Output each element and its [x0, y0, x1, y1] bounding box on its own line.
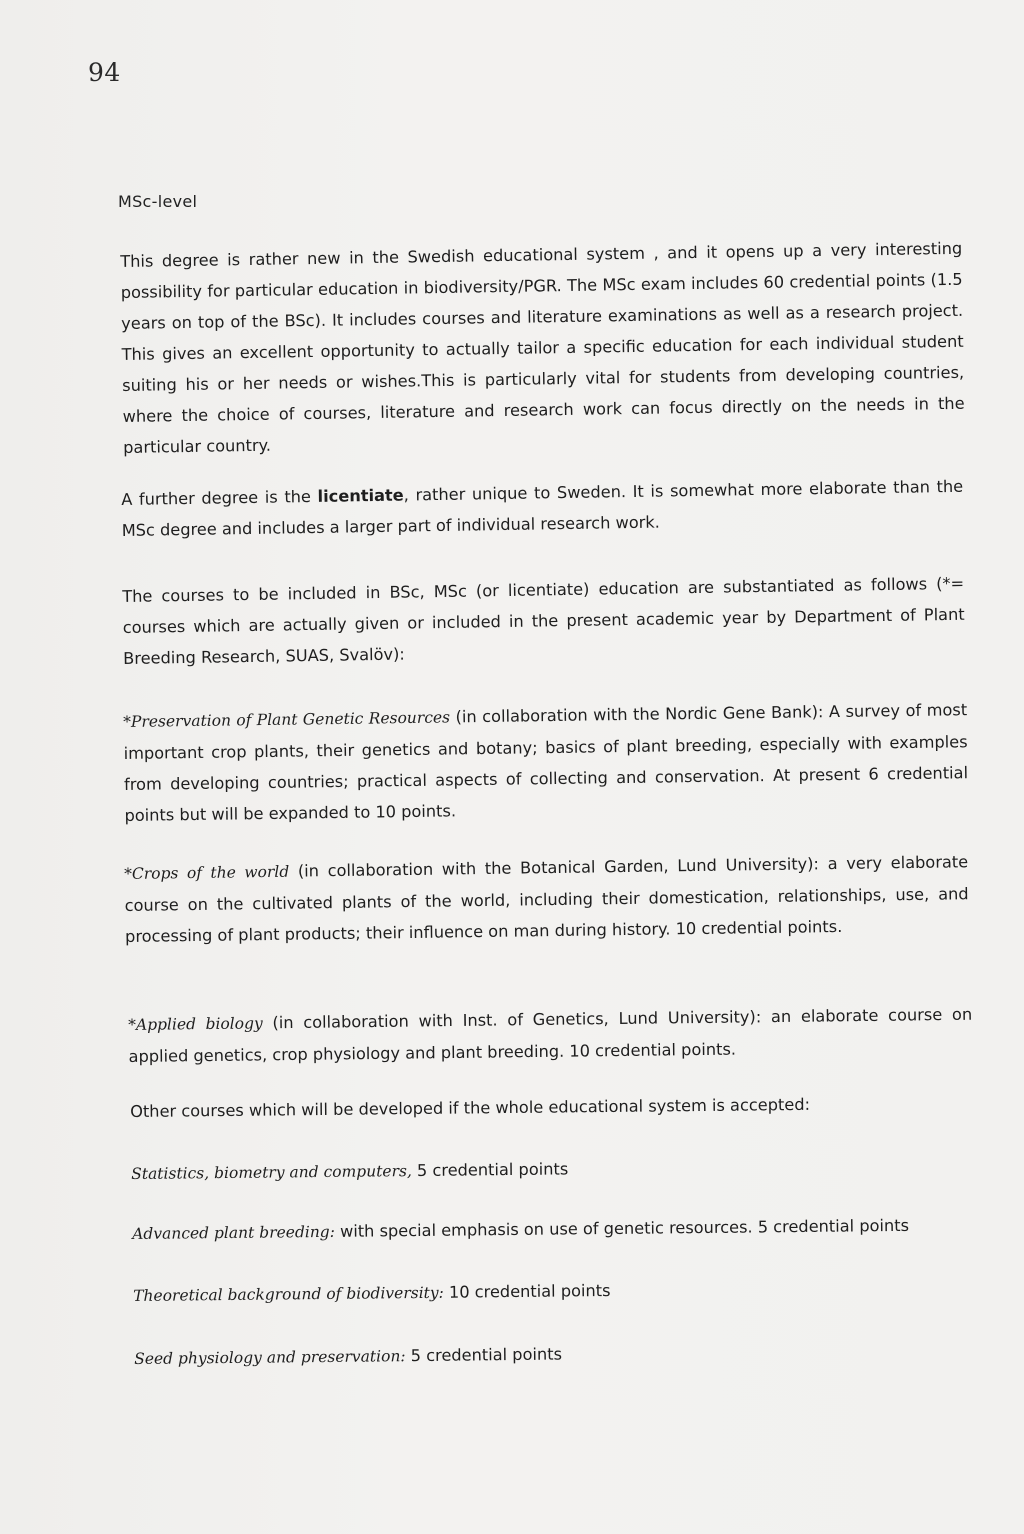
courses-intro-paragraph: The courses to be included in BSc, MSc (or licentiate) education are substantiated as follows (*= courses which are actually given or included in the present academic year by Department of Plant Breeding Research, SUAS, Svalöv):: [122, 573, 965, 668]
other-course-entry: [134, 1339, 562, 1375]
course-title: *Crops of the world: [124, 862, 290, 883]
section-heading: MSc-level: [118, 192, 198, 211]
licentiate-text-after: , rather unique to Sweden. It is somewhat more elaborate than the MSc degree and includes a larger part of individual research work.: [121, 476, 964, 540]
course-entry: [123, 694, 969, 831]
licentiate-text-before: A further degree is the: [121, 486, 318, 509]
course-description: (in collaboration with the Nordic Gene Bank): A survey of most important crop plants, their genetics and botany; basics of plant breeding, especially with examples from developing countries; practical aspects of collecting and conservation. At present 6 credential points but will be expanded to 10 points.: [123, 700, 969, 825]
other-course-entry: [131, 1153, 568, 1190]
other-courses-intro: Other courses which will be developed if the whole educational system is accepted:: [130, 1094, 811, 1121]
other-course-title: Statistics, biometry and computers,: [131, 1162, 412, 1183]
other-course-description: 5 credential points: [411, 1159, 569, 1181]
other-course-title: Theoretical background of biodiversity:: [133, 1283, 444, 1305]
other-course-title: Seed physiology and preservation:: [134, 1347, 406, 1368]
other-course-entry: [132, 1210, 909, 1250]
other-course-description: 5 credential points: [405, 1344, 563, 1366]
course-entry: [124, 846, 969, 952]
course-title: *Preservation of Plant Genetic Resources: [123, 708, 451, 731]
other-course-entry: [133, 1275, 611, 1312]
licentiate-term: licentiate: [317, 485, 404, 506]
licentiate-paragraph: [121, 471, 964, 546]
other-course-title: Advanced plant breeding:: [132, 1222, 336, 1243]
other-course-description: 10 credential points: [443, 1281, 611, 1302]
course-entry: [128, 999, 973, 1072]
course-description: (in collaboration with Inst. of Genetics, Lund University): an elaborate course on applied genetics, crop physiology and plant breeding. 10 credential points.: [128, 1004, 973, 1066]
course-title: *Applied biology: [128, 1014, 263, 1034]
intro-paragraph: This degree is rather new in the Swedish educational system , and it opens up a very interesting possibility for particular education in biodiversity/PGR. The MSc exam includes 60 credential points (1.5 years on top of the BSc). It includes courses and literature examinations as well as a research project. This gives an excellent opportunity to actually tailor a specific education for each individual student suiting his or her needs or wishes.This is particularly vital for students from developing countries, where the choice of courses, literature and research work can focus directly on the needs in the particular country.: [120, 238, 965, 457]
course-description: (in collaboration with the Botanical Garden, Lund University): a very elaborate course on the cultivated plants of the world, including their domestication, relationships, use, and processing of plant products; their influence on man during history. 10 credential points.: [124, 852, 969, 946]
page-number: 94: [88, 58, 121, 87]
other-course-description: with special emphasis on use of genetic resources. 5 credential points: [334, 1215, 910, 1241]
